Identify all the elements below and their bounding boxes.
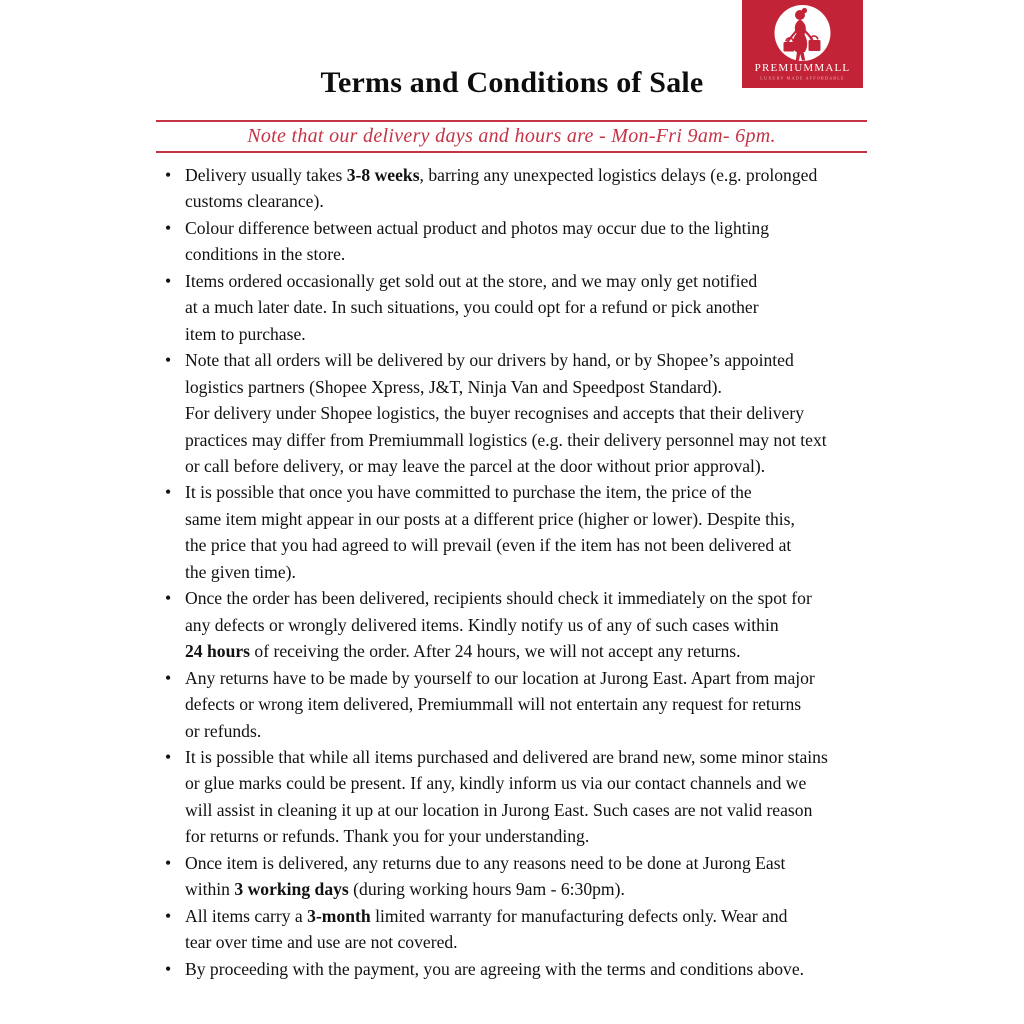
delivery-note: Note that our delivery days and hours are - Mon-Fri 9am- 6pm. [247, 125, 776, 147]
term-item: • Once item is delivered, any returns due to any reasons need to be done at Jurong East within 3 working days (during working hours 9am - 6:30pm). [160, 850, 880, 903]
term-item: • Once the order has been delivered, recipients should check it immediately on the spot for any defects or wrongly delivered items. Kindly notify us of any of such cases within 24 hours of receiving the order. After 24 hours, we will not accept any returns. [160, 585, 880, 664]
term-item: • Note that all orders will be delivered by our drivers by hand, or by Shopee’s appointed logistics partners (Shopee Xpress, J&T, Ninja Van and Speedpost Standard). For delivery under Shopee logistics, the buyer recognises and accepts that their delivery practices may differ from Premiummall logistics (e.g. their delivery personnel may not text or call before delivery, or may leave the parcel at the door without prior approval). [160, 347, 880, 479]
page-title: Terms and Conditions of Sale [320, 66, 704, 99]
term-item: • By proceeding with the payment, you are agreeing with the terms and conditions above. [160, 956, 880, 982]
top-divider [156, 120, 867, 122]
term-item: • It is possible that while all items purchased and delivered are brand new, some minor stains or glue marks could be present. If any, kindly inform us via our contact channels and we will assist in cleaning it up at our location in Jurong East. Such cases are not valid reason for returns or refunds. Thank you for your understanding. [160, 744, 880, 850]
term-item: • All items carry a 3-month limited warranty for manufacturing defects only. Wear and tear over time and use are not covered. [160, 903, 880, 956]
term-item: • Items ordered occasionally get sold out at the store, and we may only get notified at a much later date. In such situations, you could opt for a refund or pick another item to purchase. [160, 268, 880, 347]
term-item: • Colour difference between actual product and photos may occur due to the lighting conditions in the store. [160, 215, 880, 268]
bottom-divider [156, 151, 867, 153]
term-item: • Any returns have to be made by yourself to our location at Jurong East. Apart from major defects or wrong item delivered, Premiummall will not entertain any request for returns or refunds. [160, 665, 880, 744]
term-item: • It is possible that once you have committed to purchase the item, the price of the same item might appear in our posts at a different price (higher or lower). Despite this, the price that you had agreed to will prevail (even if the item has not been delivered at the given time). [160, 479, 880, 585]
terms-list [160, 162, 880, 982]
logo-wordmark: PREMIUMMALL [754, 62, 851, 74]
term-item: • Delivery usually takes 3-8 weeks, barring any unexpected logistics delays (e.g. prolonged customs clearance). [160, 162, 880, 215]
logo-tagline: LUXURY MADE AFFORDABLE [760, 75, 845, 81]
